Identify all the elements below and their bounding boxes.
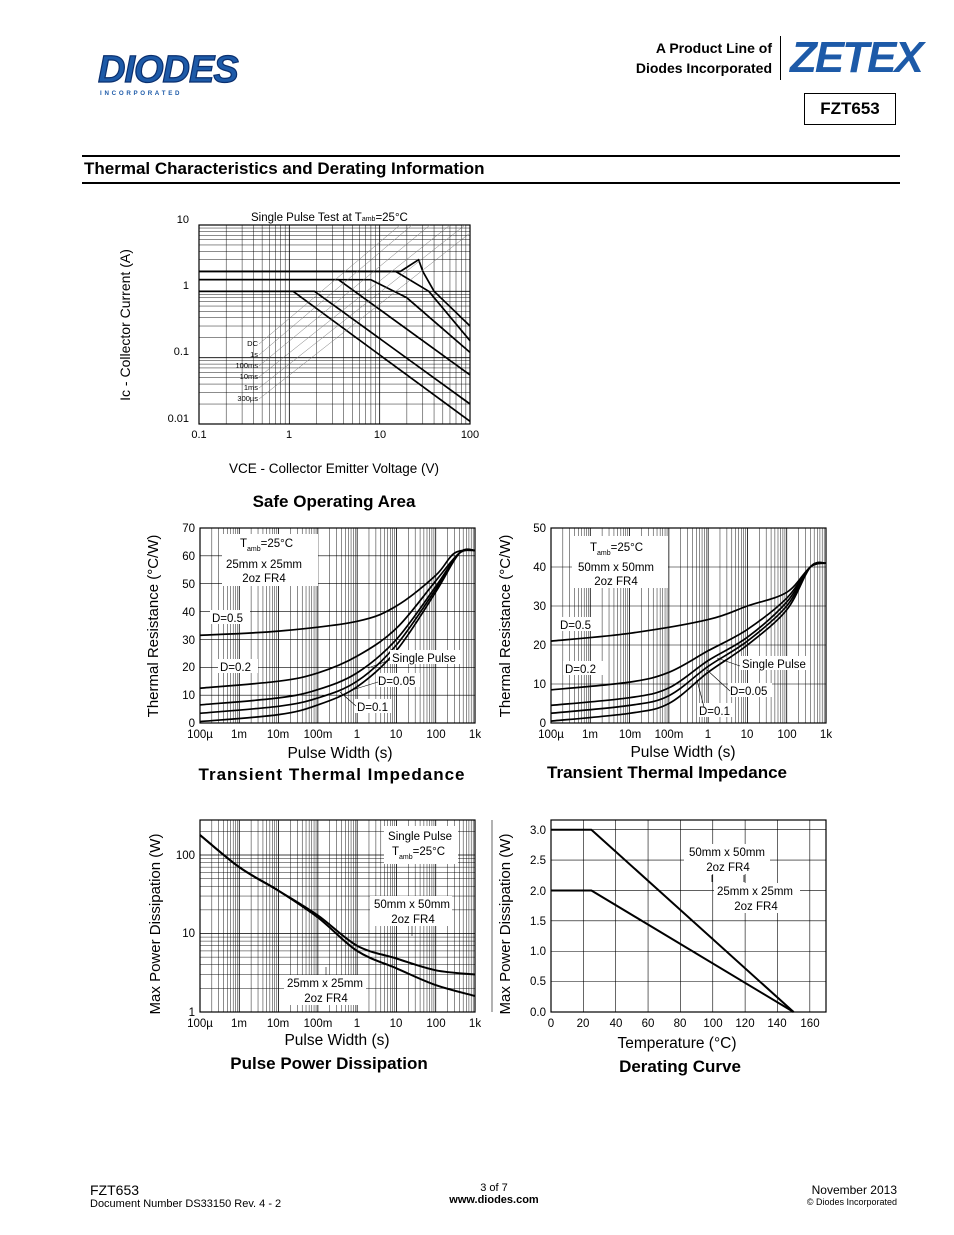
tti2-xtick: 100: [777, 729, 797, 741]
tti1-note-line2: 25mm x 25mm: [225, 559, 303, 571]
ppd-ytick: 1: [188, 1007, 195, 1019]
tti2-title: Transient Thermal Impedance: [547, 763, 787, 782]
soa-curve-1s: [199, 291, 470, 404]
pulse-power-chart: [140, 812, 490, 1082]
ppd-note-end: =25°C: [412, 846, 446, 858]
soa-legend-label: 300µs: [237, 394, 258, 403]
der-ytick: 0.0: [530, 1007, 546, 1019]
tti1-label-d005: D=0.05: [378, 676, 416, 688]
tti2-xtick: 100m: [654, 729, 684, 741]
ppd-xtick: 100µ: [187, 1018, 213, 1030]
ppd-note-line1: Single Pulse: [388, 831, 452, 843]
tti1-xticks: [187, 729, 481, 741]
tti1-xtick: 100m: [303, 729, 333, 741]
tti2-label-single: Single Pulse: [742, 659, 806, 671]
der-ytick: 2.0: [530, 886, 546, 898]
soa-subtitle: [251, 212, 408, 224]
soa-legend: [235, 339, 258, 403]
tti2-xlabel: Pulse Width (s): [630, 744, 736, 761]
der-ytick: 3.0: [530, 825, 546, 837]
tti1-note-end: =25°C: [260, 538, 294, 550]
tti1-yticks: [182, 523, 195, 730]
tti2-label-d01: D=0.1: [699, 706, 731, 718]
soa-legend-lines: [259, 225, 470, 399]
tti2-ytick: 50: [533, 523, 546, 535]
tti2-note-line2: 50mm x 50mm: [577, 562, 655, 574]
tti1-xtick: 1k: [468, 729, 482, 741]
soa-subtitle-end: =25°C: [375, 212, 408, 224]
tti1-ytick: 60: [182, 551, 195, 563]
der-label-50mm-board: 2oz FR4: [706, 862, 750, 874]
tti1-note-t: T: [240, 538, 248, 550]
tti1-title: Transient Thermal Impedance: [198, 765, 466, 784]
soa-legend-line: [259, 225, 430, 366]
soa-legend-label: 100ms: [235, 361, 258, 370]
tti2-xtick: 10m: [618, 729, 642, 741]
zetex-logo-text: ZETEX: [790, 33, 922, 82]
tti1-xtick: 100: [426, 729, 446, 741]
footer-website-link[interactable]: www.diodes.com: [449, 1194, 539, 1206]
tti2-xtick: 100µ: [538, 729, 564, 741]
footer-copyright: © Diodes Incorporated: [806, 1197, 897, 1207]
soa-legend-line: [259, 233, 470, 399]
der-xtick: 100: [703, 1018, 723, 1030]
tti1-xtick: 1: [353, 729, 361, 741]
soa-legend-line: [259, 225, 412, 355]
soa-ytick: 0.1: [173, 346, 189, 358]
soa-ylabel: Ic - Collector Current (A): [117, 249, 133, 401]
der-ylabel: Max Power Dissipation (W): [497, 833, 514, 1015]
soa-title: Safe Operating Area: [252, 492, 416, 511]
der-xtick: 120: [735, 1018, 755, 1030]
tti2-xtick: 1k: [819, 729, 833, 741]
der-xtick: 20: [576, 1018, 590, 1030]
der-ytick: 1.0: [530, 946, 546, 958]
ppd-note-t: T: [392, 846, 400, 858]
ppd-label-50mm: 50mm x 50mm: [373, 899, 451, 911]
der-xticks: [548, 1018, 820, 1030]
title-rule-bottom: [82, 182, 900, 184]
soa-subtitle-sub: amb: [361, 216, 376, 223]
tti1-ytick: 10: [182, 690, 195, 702]
tti1-ytick: 70: [182, 523, 195, 535]
part-number-box: [804, 93, 896, 125]
tti1-ytick: 0: [188, 718, 195, 730]
soa-xtick: 100: [460, 429, 480, 441]
tti1-ytick: 30: [182, 635, 195, 647]
tti2-xtick: 1: [704, 729, 712, 741]
footer-date: November 2013: [811, 1183, 897, 1197]
der-xtick: 60: [641, 1018, 655, 1030]
tti1-label-single: Single Pulse: [392, 653, 456, 665]
soa-legend-label: 1s: [250, 350, 258, 359]
tti2-note-sub: amb: [597, 550, 611, 557]
ppd-xtick: 100m: [303, 1018, 333, 1030]
tti1-xtick: 10: [389, 729, 403, 741]
product-line-1: A Product Line of: [655, 40, 772, 56]
tti-50mm-chart: [492, 520, 842, 790]
der-label-25mm: 25mm x 25mm: [716, 886, 794, 898]
ppd-ytick: 100: [175, 850, 195, 862]
ppd-xtick: 1m: [231, 1018, 247, 1030]
tti2-ytick: 20: [533, 640, 546, 652]
soa-ytick: 0.01: [167, 413, 189, 425]
derating-chart: [492, 812, 842, 1082]
soa-xtick: 1: [285, 429, 293, 441]
footer-doc-number: Document Number DS33150 Rev. 4 - 2: [90, 1198, 282, 1210]
tti1-label-d05: D=0.5: [212, 613, 244, 625]
tti2-labels: [558, 617, 810, 718]
tti2-xtick: 1m: [582, 729, 598, 741]
tti1-ytick: 50: [182, 579, 195, 591]
ppd-title: Pulse Power Dissipation: [230, 1054, 428, 1073]
tti2-ytick: 10: [533, 679, 546, 691]
der-title: Derating Curve: [619, 1057, 741, 1076]
zetex-logo: [788, 33, 922, 83]
ppd-label-25mm-board: 2oz FR4: [304, 993, 348, 1005]
title-rule-top: [82, 155, 900, 157]
der-xtick: 80: [673, 1018, 687, 1030]
soa-legend-line: [259, 225, 450, 377]
footer-center: [424, 1182, 564, 1206]
ppd-xticks: [187, 1018, 481, 1030]
soa-xlabel: VCE - Collector Emitter Voltage (V): [228, 461, 440, 476]
der-label-25mm-board: 2oz FR4: [734, 901, 778, 913]
tti1-label-d01: D=0.1: [357, 702, 389, 714]
tti2-label-d05: D=0.5: [560, 620, 592, 632]
tti2-yticks: [533, 523, 546, 730]
diodes-logo: [98, 50, 268, 103]
tti2-ytick: 0: [539, 718, 546, 730]
product-line-text: [636, 38, 772, 78]
soa-legend-label: 10ms: [239, 372, 258, 381]
tti1-xtick: 1m: [231, 729, 247, 741]
tti2-label-d005: D=0.05: [730, 686, 768, 698]
der-yticks: [530, 825, 546, 1019]
tti2-ytick: 30: [533, 601, 546, 613]
tti2-xticks: [538, 729, 832, 741]
tti1-ytick: 20: [182, 662, 195, 674]
tti1-label-d02: D=0.2: [220, 662, 252, 674]
der-xlabel: Temperature (°C): [617, 1035, 737, 1052]
section-title: Thermal Characteristics and Derating Information: [84, 159, 485, 178]
ppd-xtick: 1k: [468, 1018, 482, 1030]
footer-part: FZT653: [90, 1182, 140, 1198]
tti1-note: [222, 534, 318, 586]
tti2-label-d02: D=0.2: [565, 664, 597, 676]
soa-legend-label: DC: [247, 339, 258, 348]
tti2-ytick: 40: [533, 562, 546, 574]
der-label-50mm: 50mm x 50mm: [688, 847, 766, 859]
footer-page: 3 of 7: [480, 1182, 508, 1194]
soa-xtick: 0.1: [191, 429, 207, 441]
tti2-note: [572, 536, 668, 588]
footer-right: [807, 1183, 897, 1207]
tti1-ylabel: Thermal Resistance (°C/W): [145, 534, 162, 718]
ppd-note: [384, 826, 458, 864]
ppd-ytick: 10: [182, 928, 195, 940]
soa-ytick: 1: [182, 280, 189, 292]
soa-ytick: 10: [176, 214, 189, 226]
tti1-xlabel: Pulse Width (s): [287, 745, 393, 762]
ppd-label-50mm-board: 2oz FR4: [391, 914, 435, 926]
ppd-yticks: [176, 850, 195, 1019]
tti1-xtick: 10m: [266, 729, 290, 741]
tti2-note-end: =25°C: [610, 542, 644, 554]
ppd-xtick: 10: [389, 1018, 403, 1030]
der-xtick: 140: [767, 1018, 787, 1030]
tti2-note-line3: 2oz FR4: [594, 576, 638, 588]
part-number: FZT653: [820, 99, 880, 118]
tti-25mm-chart: [140, 520, 490, 790]
der-xtick: 0: [547, 1018, 555, 1030]
footer-left: [90, 1182, 281, 1210]
product-line-2: Diodes Incorporated: [635, 60, 772, 76]
tti1-ytick: 40: [182, 607, 195, 619]
ppd-xtick: 100: [426, 1018, 446, 1030]
soa-subtitle-main: Single Pulse Test at T: [251, 212, 362, 224]
tti1-note-sub: amb: [247, 546, 261, 553]
tti1-note-line3: 2oz FR4: [242, 573, 286, 585]
der-labels: [684, 844, 800, 913]
tti2-note-t: T: [590, 542, 598, 554]
der-ytick: 2.5: [530, 855, 546, 867]
diodes-logo-subtext: I N C O R P O R A T E D: [100, 90, 181, 97]
der-ytick: 1.5: [530, 916, 546, 928]
soa-legend-label: 1ms: [243, 383, 258, 392]
soa-xtick: 10: [373, 429, 387, 441]
ppd-xtick: 1: [353, 1018, 361, 1030]
ppd-label-25mm: 25mm x 25mm: [286, 978, 364, 990]
der-ytick: 0.5: [530, 976, 546, 988]
der-xtick: 40: [609, 1018, 623, 1030]
der-xtick: 160: [800, 1018, 820, 1030]
tti2-ylabel: Thermal Resistance (°C/W): [497, 534, 514, 718]
ppd-ylabel: Max Power Dissipation (W): [147, 833, 164, 1015]
ppd-note-sub: amb: [399, 854, 413, 861]
header-separator: [780, 36, 781, 80]
tti1-xtick: 100µ: [187, 729, 213, 741]
tti2-xtick: 10: [740, 729, 754, 741]
soa-chart: [100, 205, 500, 520]
ppd-xtick: 10m: [266, 1018, 290, 1030]
ppd-xlabel: Pulse Width (s): [284, 1032, 390, 1049]
diodes-logo-text: DIODES: [98, 49, 238, 91]
